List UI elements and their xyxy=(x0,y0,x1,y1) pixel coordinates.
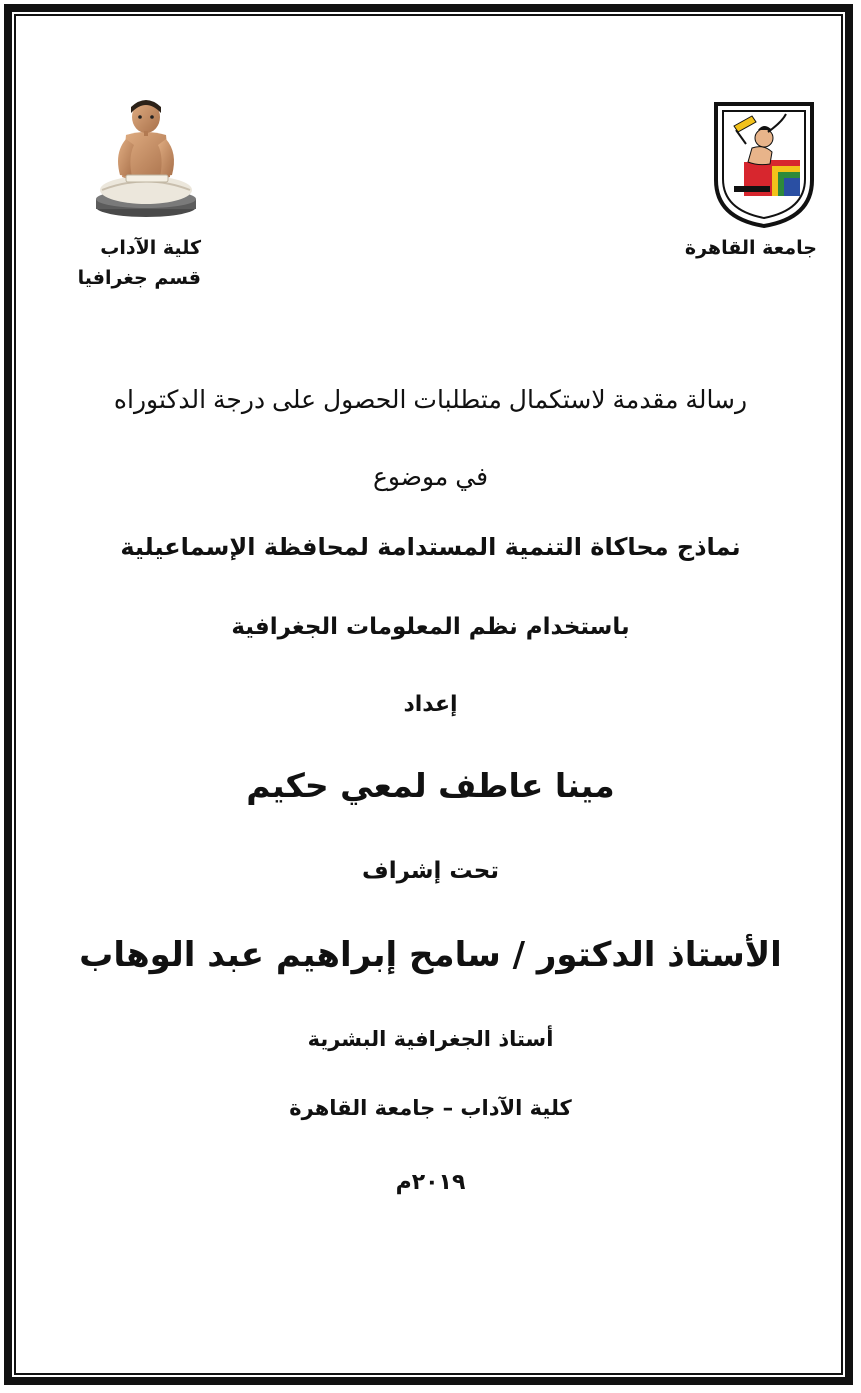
subject-label: في موضوع xyxy=(372,463,489,491)
university-name: جامعة القاهرة xyxy=(684,237,817,259)
thesis-title-line2: باستخدام نظم المعلومات الجغرافية xyxy=(231,614,630,640)
thesis-title-line1: نماذج محاكاة التنمية المستدامة لمحافظة الإسماعيلية xyxy=(120,533,741,561)
supervision-label: تحت إشراف xyxy=(362,858,499,884)
faculty-name: كلية الآداب xyxy=(100,237,201,259)
author-name: مينا عاطف لمعي حكيم xyxy=(246,766,615,805)
seated-scribe-statue-icon xyxy=(88,95,206,223)
supervisor-title: أستاذ الجغرافية البشرية xyxy=(307,1027,554,1051)
year: ٢٠١٩م xyxy=(395,1170,466,1195)
supervisor-name: الأستاذ الدكتور / سامح إبراهيم عبد الوهاب xyxy=(79,935,782,975)
thesis-intro: رسالة مقدمة لاستكمال متطلبات الحصول على درجة الدكتوراه xyxy=(113,386,748,414)
prepared-by-label: إعداد xyxy=(403,692,458,717)
supervisor-affiliation: كلية الآداب – جامعة القاهرة xyxy=(289,1096,572,1120)
cairo-university-emblem-icon xyxy=(712,100,816,228)
faculty-header xyxy=(78,233,201,293)
department-name: قسم جغرافيا xyxy=(77,267,201,289)
